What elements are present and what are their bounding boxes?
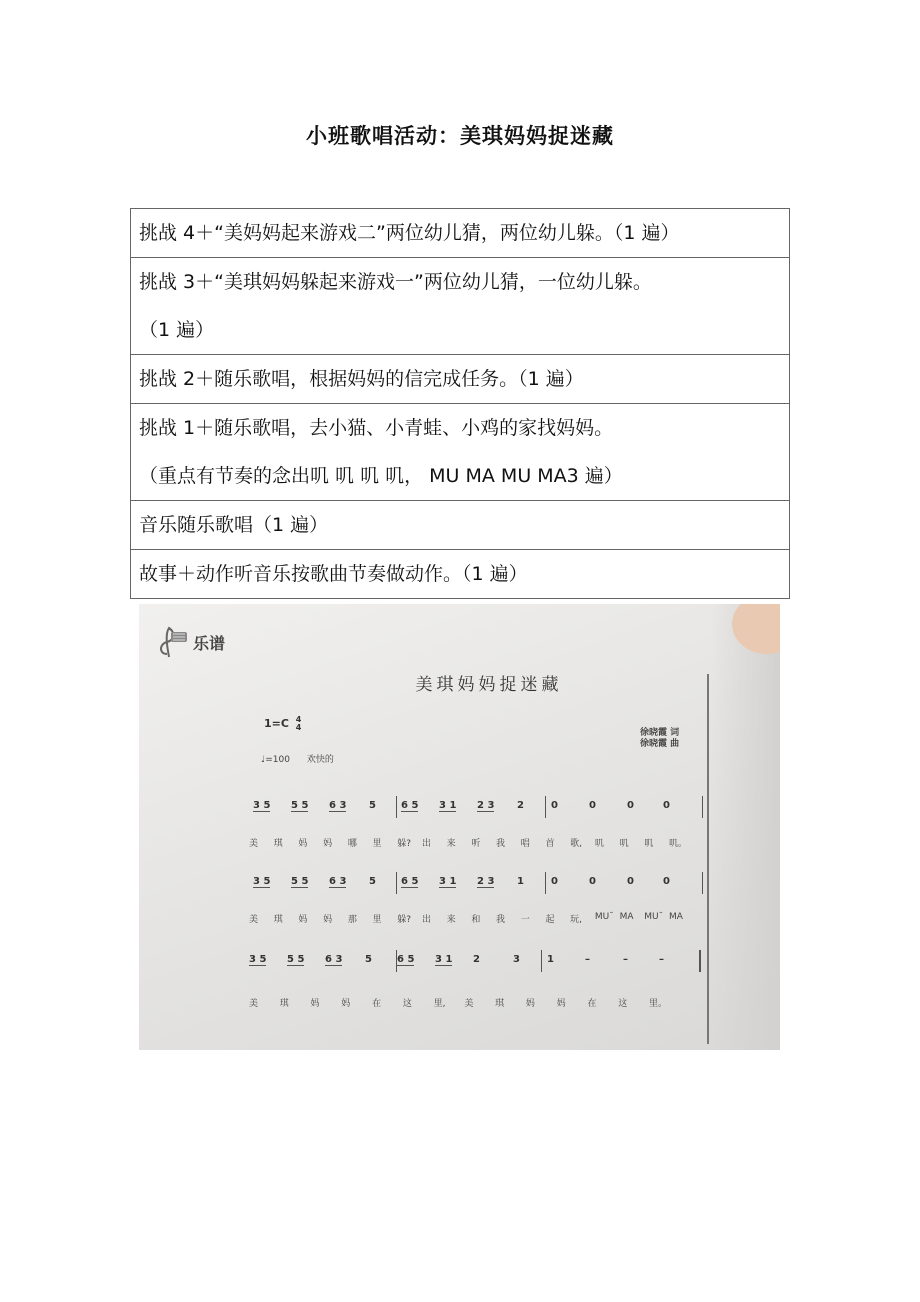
lyric: 起 <box>545 915 555 925</box>
note: 6 5 <box>397 954 415 965</box>
lyric: 来 <box>446 915 456 925</box>
lyric: 唱 <box>520 839 530 849</box>
lyric: 里 <box>372 915 382 925</box>
step-row <box>131 404 790 501</box>
lyric: 那 <box>347 915 357 925</box>
bar-line <box>396 950 397 972</box>
lyric: 玩, <box>570 915 583 925</box>
note: 2 3 <box>477 800 495 811</box>
lyric: 美 <box>249 839 259 849</box>
lyric: 里。 <box>649 999 668 1009</box>
note: 3 1 <box>439 876 457 887</box>
note: 1 <box>547 954 554 965</box>
step-text: 挑战 2＋随乐歌唱，根据妈妈的信完成任务。（1 遍） <box>139 368 584 390</box>
lyric: 我 <box>496 839 506 849</box>
lyric: MU˘ <box>594 912 614 922</box>
note: 3 5 <box>253 800 271 811</box>
bar-line <box>702 796 703 818</box>
lyric: 里 <box>372 839 382 849</box>
lyric: 妈 <box>323 915 333 925</box>
note: 0 <box>551 876 558 887</box>
score-brand <box>153 624 225 660</box>
credits <box>640 728 679 750</box>
lyric: 我 <box>496 915 506 925</box>
lyric: 琪 <box>273 839 283 849</box>
note: 3 1 <box>435 954 453 965</box>
time-signature <box>296 716 302 732</box>
note: 5 5 <box>287 954 305 965</box>
score-photo <box>139 604 780 1050</box>
note: 0 <box>663 800 670 811</box>
note: 0 <box>551 800 558 811</box>
note: 6 3 <box>325 954 343 965</box>
lyric: 躲? <box>397 915 412 925</box>
score-title: 美琪妈妈捉迷藏 <box>415 675 563 695</box>
key-signature <box>264 716 301 732</box>
bar-line <box>541 950 542 972</box>
lyric: 哪 <box>347 839 357 849</box>
step-text: 音乐随乐歌唱（1 遍） <box>139 514 329 536</box>
note: 2 <box>473 954 480 965</box>
step-cell <box>131 209 790 258</box>
lyric: 在 <box>587 999 597 1009</box>
note: 3 <box>513 954 520 965</box>
lyric: 妈 <box>341 999 351 1009</box>
note: 2 3 <box>477 876 495 887</box>
bar-line <box>545 872 546 894</box>
lyric: 来 <box>446 839 456 849</box>
lyric: 歌, <box>570 839 583 849</box>
note: 0 <box>589 876 596 887</box>
note: 5 5 <box>291 876 309 887</box>
lyric: 躲? <box>397 839 412 849</box>
lyric: 美 <box>464 999 474 1009</box>
book-edge-line <box>707 674 709 1044</box>
step-text: 故事＋动作听音乐按歌曲节奏做动作。（1 遍） <box>139 563 528 585</box>
lyric: MU˘ <box>644 912 664 922</box>
lyric: 琪 <box>279 999 289 1009</box>
lyric: 美 <box>249 999 259 1009</box>
time-top: 4 <box>295 715 302 724</box>
bar-line <box>545 796 546 818</box>
lyric: 妈 <box>298 915 308 925</box>
note: – <box>585 954 590 965</box>
tempo-marking <box>261 752 334 765</box>
note: 0 <box>589 800 596 811</box>
tempo-mood: 欢快的 <box>306 755 334 765</box>
activity-steps-table <box>130 208 790 599</box>
step-cell <box>131 404 790 501</box>
note: 6 5 <box>401 876 419 887</box>
lyric: 妈 <box>323 839 333 849</box>
lyric: 里, <box>433 999 446 1009</box>
note: – <box>659 954 664 965</box>
time-bottom: 4 <box>295 723 302 732</box>
step-cell <box>131 501 790 550</box>
step-cell <box>131 355 790 404</box>
bar-line <box>396 796 397 818</box>
lyric: 一 <box>520 915 530 925</box>
lyric: 这 <box>402 999 412 1009</box>
tempo-value: ♩=100 <box>261 755 290 765</box>
lyric: 妈 <box>556 999 566 1009</box>
note: 0 <box>663 876 670 887</box>
note: 5 <box>369 800 376 811</box>
step-text: 挑战 4＋“美妈妈起来游戏二”两位幼儿猜，两位幼儿躲。（1 遍） <box>139 222 680 244</box>
step-text: （1 遍） <box>139 319 215 341</box>
note: 0 <box>627 876 634 887</box>
lyric: 妈 <box>310 999 320 1009</box>
note: 1 <box>517 876 524 887</box>
note: 0 <box>627 800 634 811</box>
step-text: 挑战 1＋随乐歌唱，去小猫、小青蛙、小鸡的家找妈妈。 <box>139 417 614 439</box>
note: – <box>623 954 628 965</box>
key-label: 1=C <box>264 717 289 730</box>
lyric: MA <box>619 912 634 922</box>
note: 2 <box>517 800 524 811</box>
lyric: 美 <box>249 915 259 925</box>
step-row <box>131 501 790 550</box>
note: 5 <box>369 876 376 887</box>
lyric: 叽 <box>619 839 629 849</box>
note: 3 5 <box>249 954 267 965</box>
bar-line <box>396 872 397 894</box>
lyric: 琪 <box>273 915 283 925</box>
note: 3 1 <box>439 800 457 811</box>
lyric: 听 <box>471 839 481 849</box>
lyric: 出 <box>421 839 431 849</box>
lyric: 出 <box>421 915 431 925</box>
step-row <box>131 209 790 258</box>
treble-clef-icon <box>153 624 189 660</box>
bar-line <box>699 950 701 972</box>
step-row <box>131 550 790 599</box>
bar-line <box>702 872 703 894</box>
step-row <box>131 258 790 355</box>
step-cell <box>131 550 790 599</box>
step-cell <box>131 258 790 355</box>
step-row <box>131 355 790 404</box>
lyric: 琪 <box>495 999 505 1009</box>
document-title: 小班歌唱活动：美琪妈妈捉迷藏 <box>306 124 614 148</box>
lyric: MA <box>669 912 683 922</box>
note: 5 <box>365 954 372 965</box>
note: 6 5 <box>401 800 419 811</box>
step-text: （重点有节奏的念出叽 叽 叽 叽， MU MA MU MA3 遍） <box>139 465 623 487</box>
step-text: 挑战 3＋“美琪妈妈躲起来游戏一”两位幼儿猜，一位幼儿躲。 <box>139 271 652 293</box>
lyric: 这 <box>618 999 628 1009</box>
brand-label: 乐谱 <box>193 633 226 653</box>
lyric: 首 <box>545 839 555 849</box>
note: 6 3 <box>329 876 347 887</box>
lyricist: 徐晓霞 词 <box>640 728 680 738</box>
lyric: 在 <box>372 999 382 1009</box>
lyric: 妈 <box>298 839 308 849</box>
note: 6 3 <box>329 800 347 811</box>
lyric: 和 <box>471 915 481 925</box>
lyric: 叽。 <box>669 839 688 849</box>
lyric: 妈 <box>525 999 535 1009</box>
composer: 徐晓霞 曲 <box>640 739 680 749</box>
lyric: 叽 <box>594 839 604 849</box>
lyric: 叽 <box>644 839 654 849</box>
note: 3 5 <box>253 876 271 887</box>
note: 5 5 <box>291 800 309 811</box>
